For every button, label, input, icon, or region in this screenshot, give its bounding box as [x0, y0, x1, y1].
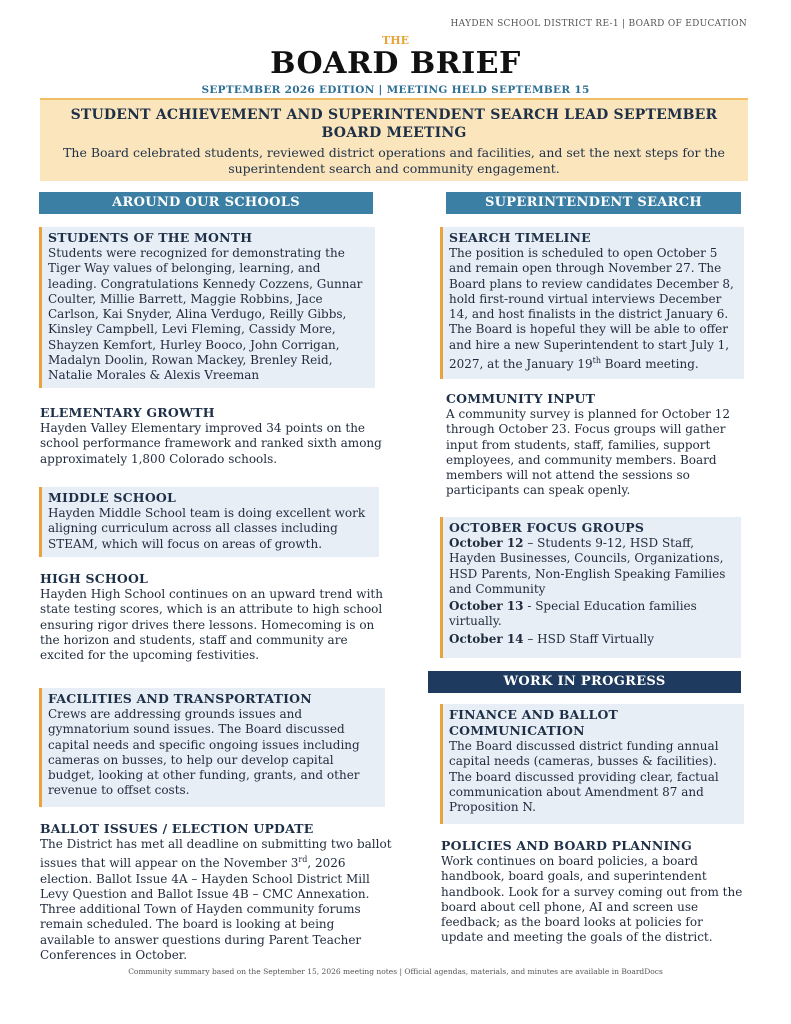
masthead-title: BOARD BRIEF	[270, 46, 521, 81]
lead-summary: The Board celebrated students, reviewed district operations and facilities, and set the next steps for the superintendent search and community engagement.	[63, 145, 725, 176]
elementary-section	[40, 405, 392, 467]
org-line: HAYDEN SCHOOL DISTRICT RE-1 | BOARD OF EDUCATION	[450, 19, 747, 29]
elementary-heading: ELEMENTARY GROWTH	[40, 405, 215, 420]
policies-heading: POLICIES AND BOARD PLANNING	[441, 838, 692, 853]
footer-note: Community summary based on the September 15, 2026 meeting notes | Official agendas, materials, and minutes are available in BoardDocs	[128, 967, 663, 976]
lead-headline: STUDENT ACHIEVEMENT AND SUPERINTENDENT SEARCH LEAD SEPTEMBER BOARD MEETING	[70, 107, 718, 141]
finance-body: The Board discussed district funding annual capital needs (cameras, busses & facilities). The board discussed providing clear, factual communication about Amendment 87 and Proposition N.	[449, 739, 719, 815]
finance-heading: FINANCE AND BALLOT COMMUNICATION	[449, 707, 619, 738]
focus-groups-card	[440, 517, 741, 658]
community-input-heading: COMMUNITY INPUT	[446, 391, 596, 406]
high-school-section	[40, 571, 394, 663]
high-school-body: Hayden High School continues on an upward trend with state testing scores, which is an attribute to high school ensuring rigor drives there lessons. Homecoming is on the horizon and students, staff and community are excited for the upcoming festivities.	[40, 587, 383, 663]
masthead-kicker: THE	[382, 34, 409, 47]
policies-body: Work continues on board policies, a board handbook, board goals, and superintendent handbook. Look for a survey coming out from the board about cell phone, AI and screen use feedback; as the board looks at policies for update and meeting the goals of the district.	[441, 854, 743, 945]
community-input-body: A community survey is planned for October 12 through October 23. Focus groups will gather input from students, staff, families, support employees, and community members. Board members will not attend the sessions so participants can speak openly.	[446, 407, 730, 498]
elementary-body: Hayden Valley Elementary improved 34 points on the school performance framework and ranked sixth among approximately 1,800 Colorado schools.	[40, 421, 382, 466]
focus-groups-heading: OCTOBER FOCUS GROUPS	[449, 520, 645, 535]
focus-group-item: October 12 – Students 9-12, HSD Staff, Hayden Businesses, Councils, Organizations, HSD Parents, Non-English Speaking Families and Community	[449, 536, 726, 596]
middle-school-heading: MIDDLE SCHOOL	[48, 490, 176, 505]
search-timeline-heading: SEARCH TIMELINE	[449, 230, 591, 245]
section-banner-work-in-progress: WORK IN PROGRESS	[428, 671, 741, 693]
students-of-month-card	[39, 227, 375, 388]
facilities-heading: FACILITIES AND TRANSPORTATION	[48, 691, 312, 706]
section-banner-superintendent-search: SUPERINTENDENT SEARCH	[446, 192, 741, 214]
search-timeline-body: The position is scheduled to open October 5 and remain open through November 27. The Board plans to review candidates December 8, hold first-round virtual interviews December 14, and host finalists in the district January 6. The Board is hopeful they will be able to offer and hire a new Superintendent to start July 1, 2027, at the January 19th Board meeting.	[449, 246, 734, 372]
high-school-heading: HIGH SCHOOL	[40, 571, 149, 586]
middle-school-body: Hayden Middle School team is doing excellent work aligning curriculum across all classes including STEAM, which will focus on areas of growth.	[48, 506, 366, 551]
policies-section	[441, 838, 746, 946]
middle-school-card	[39, 487, 379, 557]
ballot-body: The District has met all deadline on submitting two ballot issues that will appear on the November 3rd, 2026 election. Ballot Issue 4A – Hayden School District Mill Levy Question and Ballot Issue 4B – CMC Annexation. Three additional Town of Hayden community forums remain scheduled. The board is looking at being available to answer questions during Parent Teacher Conferences in October.	[40, 837, 392, 963]
ballot-heading: BALLOT ISSUES / ELECTION UPDATE	[40, 821, 314, 836]
edition-line: SEPTEMBER 2026 EDITION | MEETING HELD SEPTEMBER 15	[201, 84, 590, 96]
facilities-card	[39, 688, 385, 807]
ballot-section	[40, 821, 392, 963]
students-of-month-body: Students were recognized for demonstrating the Tiger Way values of belonging, learning, and leading. Congratulations Kennedy Cozzens, Gunnar Coulter, Millie Barrett, Maggie Robbins, Jace Carlson, Kai Snyder, Alina Verdugo, Reilly Gibbs, Kinsley Campbell, Levi Fleming, Cassidy More, Shayzen Kemfort, Hurley Booco, John Corrigan, Madalyn Doolin, Rowan Mackey, Brenley Reid, Natalie Morales & Alexis Vreeman	[48, 246, 363, 383]
facilities-body: Crews are addressing grounds issues and gymnatorium sound issues. The Board discussed capital needs and specific ongoing issues including cameras on busses, to help our develop capital budget, looking at other funding, grants, and other revenue to offset costs.	[48, 707, 360, 798]
search-timeline-card	[440, 227, 744, 379]
community-input-section	[446, 391, 746, 499]
section-banner-around-our-schools: AROUND OUR SCHOOLS	[39, 192, 373, 214]
focus-group-item: October 13 - Special Education families virtually.	[449, 599, 697, 629]
finance-card	[440, 704, 744, 824]
students-of-month-heading: STUDENTS OF THE MONTH	[48, 230, 253, 245]
focus-group-item: October 14 – HSD Staff Virtually	[449, 631, 655, 646]
lead-story-box	[40, 98, 748, 181]
